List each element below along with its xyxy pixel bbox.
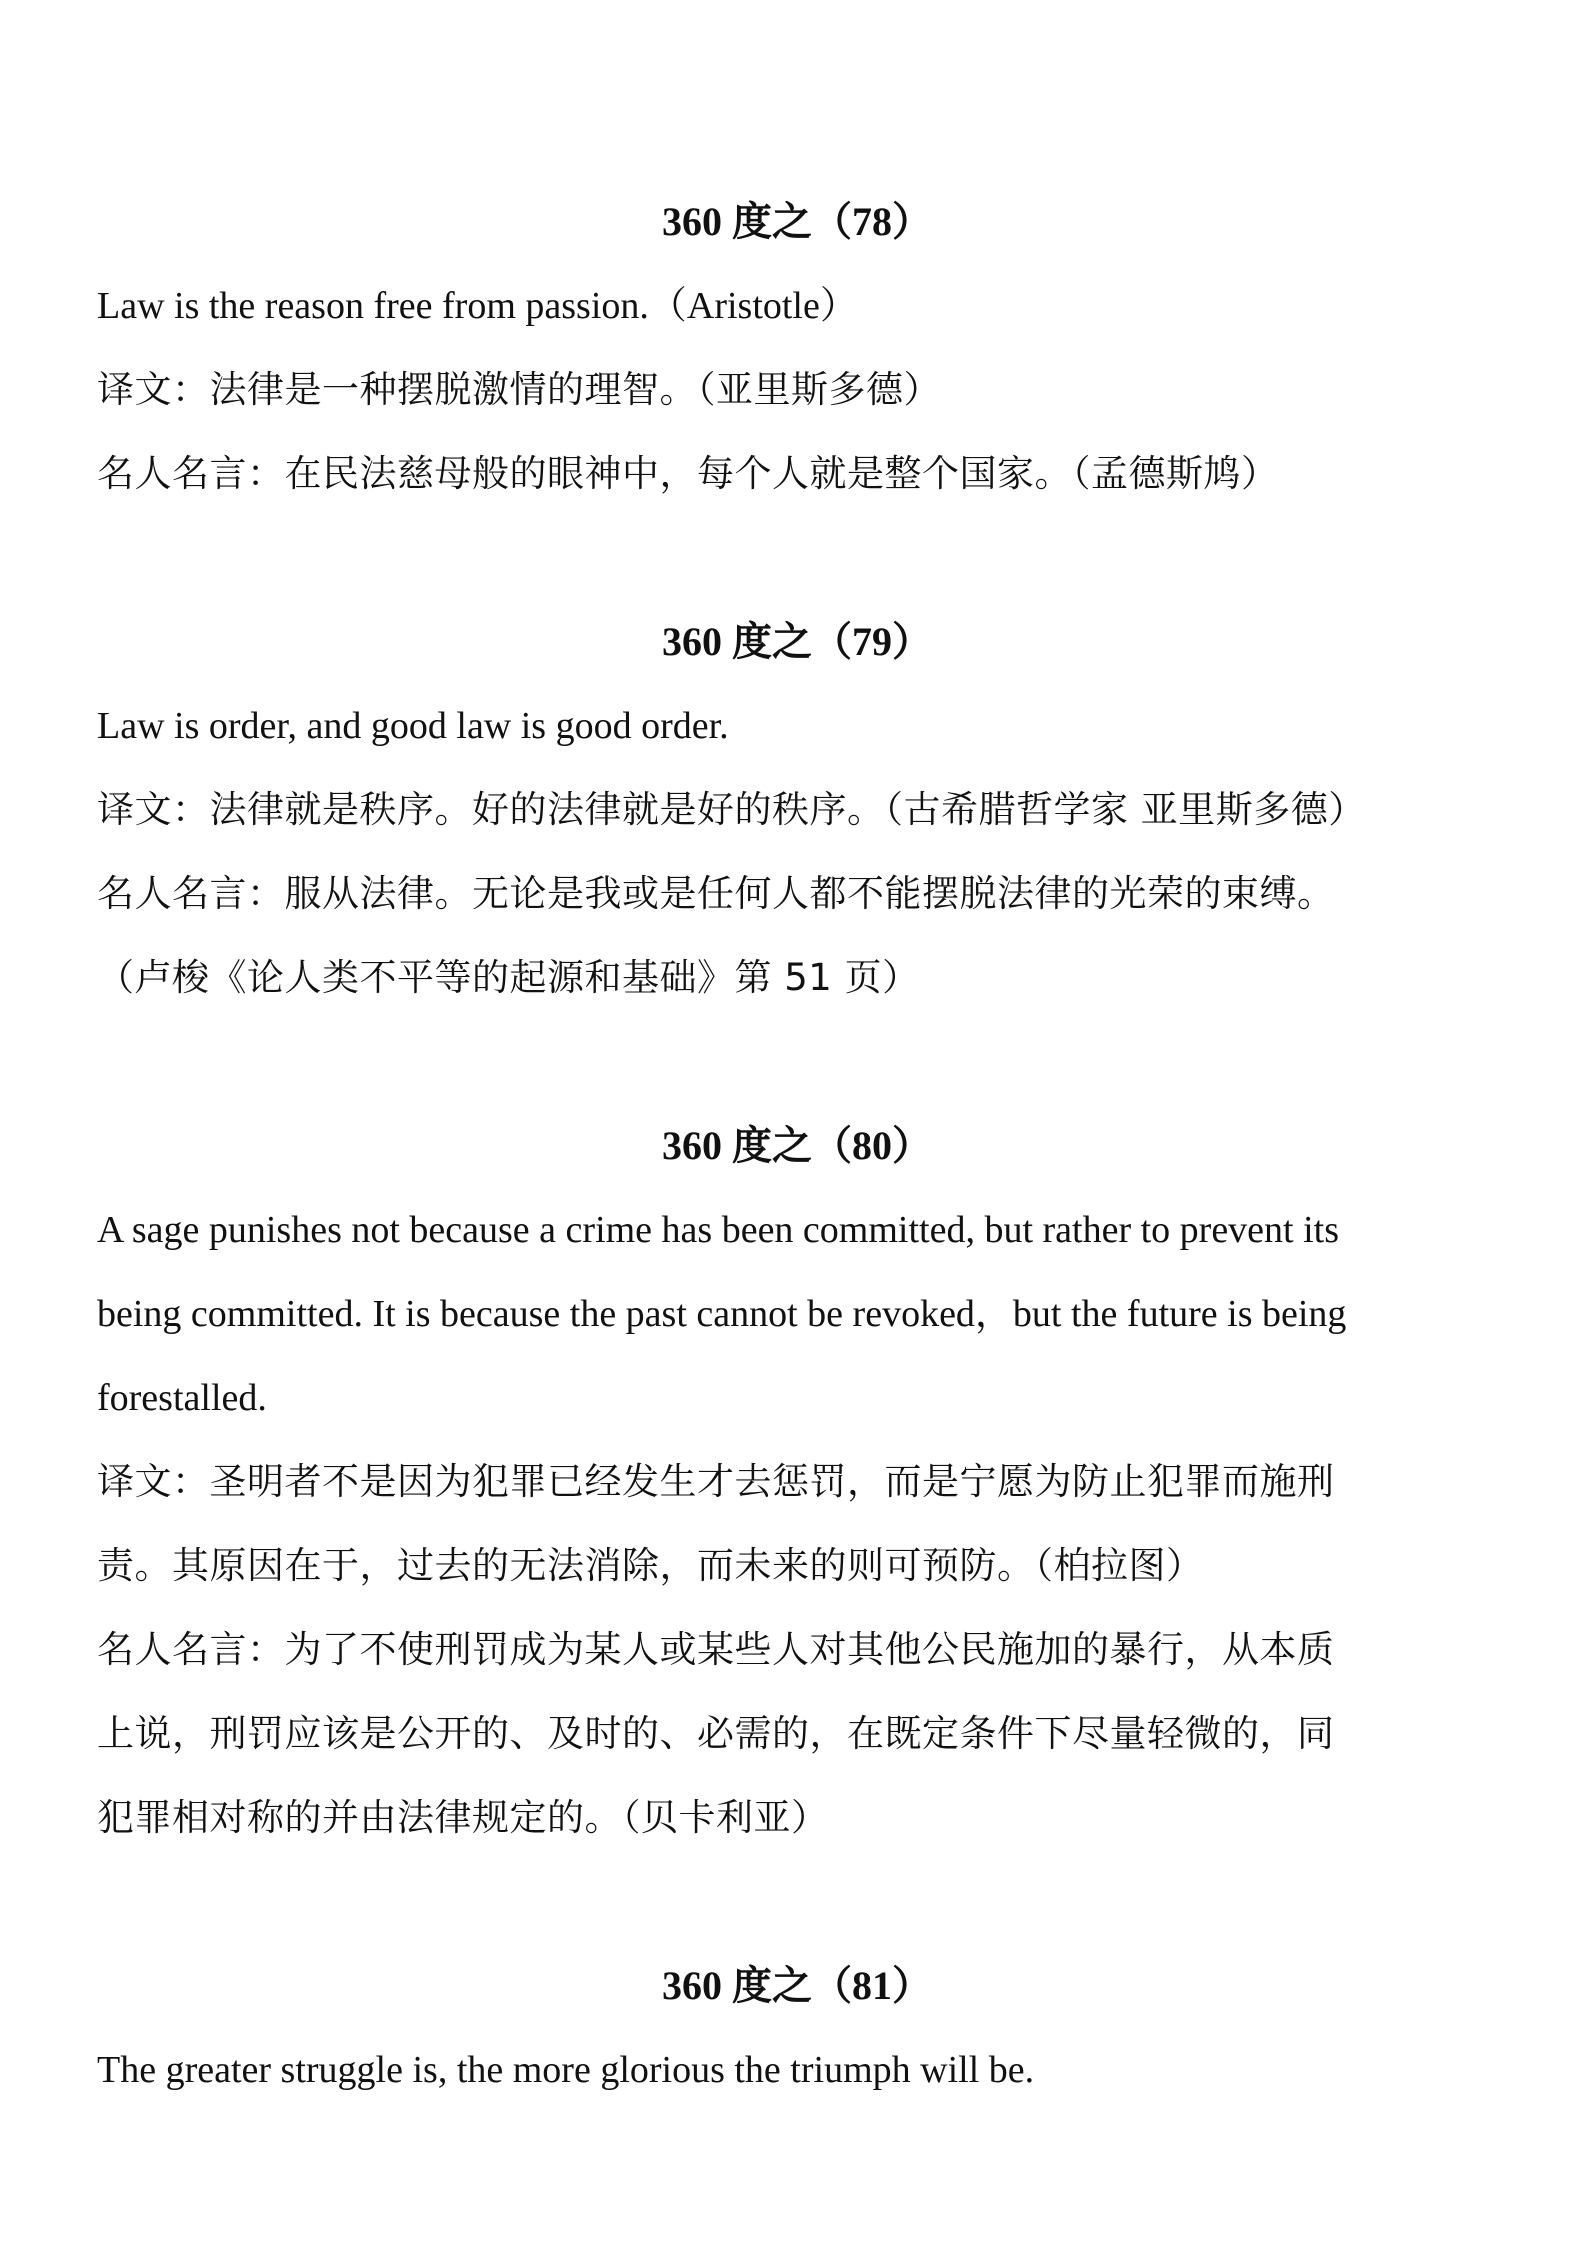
famous-quote-line: 上说，刑罚应该是公开的、及时的、必需的，在既定条件下尽量轻微的，同: [97, 1712, 1335, 1755]
english-quote-line: A sage punishes not because a crime has been committed, but rather to prevent its: [97, 1209, 1340, 1251]
section-81: [97, 1944, 1497, 2112]
famous-quote-line: 犯罪相对称的并由法律规定的。（贝卡利亚）: [97, 1796, 829, 1839]
section-79: [97, 600, 1497, 1020]
english-quote: Law is the reason free from passion.（Aristotle）: [97, 285, 858, 327]
famous-quote-source: （卢梭《论人类不平等的起源和基础》第 51 页）: [97, 956, 920, 999]
section-title: 360 度之（80）: [662, 1123, 932, 1168]
section-80: [97, 1104, 1497, 1860]
english-quote: The greater struggle is, the more glorious the triumph will be.: [97, 2049, 1035, 2091]
english-quote-line: forestalled.: [97, 1377, 267, 1419]
translation-line: 译文：圣明者不是因为犯罪已经发生才去惩罚，而是宁愿为防止犯罪而施刑: [97, 1460, 1335, 1503]
section-title: 360 度之（81）: [662, 1963, 932, 2008]
famous-quote-line: 名人名言：在民法慈母般的眼神中，每个人就是整个国家。（孟德斯鸠）: [97, 452, 1279, 495]
famous-quote-line: 名人名言：为了不使刑罚成为某人或某些人对其他公民施加的暴行，从本质: [97, 1628, 1335, 1671]
document-page: [97, 180, 1497, 2112]
translation-line: 译文：法律就是秩序。好的法律就是好的秩序。（古希腊哲学家 亚里斯多德）: [97, 788, 1366, 831]
section-78: [97, 180, 1497, 516]
section-gap: [97, 1020, 1497, 1104]
section-title: 360 度之（78）: [662, 199, 932, 244]
english-quote: Law is order, and good law is good order.: [97, 705, 729, 747]
famous-quote-line: 名人名言：服从法律。无论是我或是任何人都不能摆脱法律的光荣的束缚。: [97, 872, 1335, 915]
english-quote-line: being committed. It is because the past cannot be revoked，but the future is being: [97, 1293, 1347, 1335]
section-title: 360 度之（79）: [662, 619, 932, 664]
section-gap: [97, 516, 1497, 600]
section-gap: [97, 1860, 1497, 1944]
translation-line: 译文：法律是一种摆脱激情的理智。（亚里斯多德）: [97, 368, 941, 411]
translation-line: 责。其原因在于，过去的无法消除，而未来的则可预防。（柏拉图）: [97, 1544, 1204, 1587]
